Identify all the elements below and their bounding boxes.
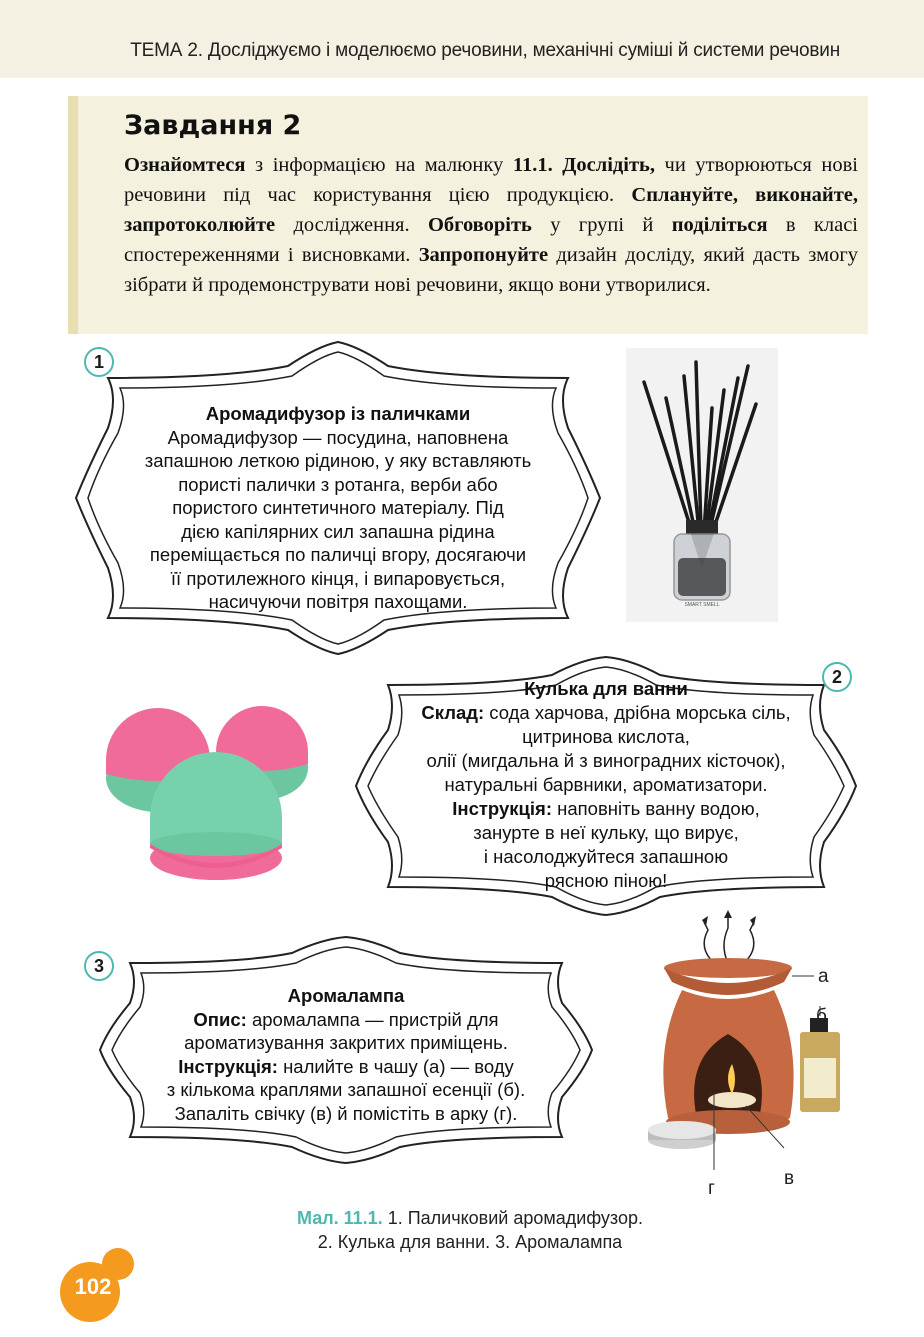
item-1-title: Аромадифузор із паличками	[205, 403, 471, 424]
composition-label: Склад:	[421, 702, 485, 723]
item-1-line: її протилежного кінця, і випаровується,	[170, 567, 506, 589]
caption-line-1: 1. Паличковий аромадифузор.	[382, 1208, 644, 1228]
task-text: дизайн досліду, який дасть змогу зібрати й продемонструвати нові речовини, якщо вони утворилися.	[124, 244, 858, 296]
label-a: а	[818, 966, 829, 987]
aroma-lamp-photo	[624, 908, 844, 1198]
header-title: ТЕМА 2. Досліджуємо і моделюємо речовини, механічні суміші й системи речовин	[130, 40, 840, 61]
task-text: в класі спостереженнями і висновками.	[124, 214, 859, 266]
instruction-line: Запаліть свічку (в) й помістіть в арку (г).	[174, 1102, 518, 1124]
item-2-text	[366, 677, 846, 893]
item-3-number-badge: 3	[84, 951, 114, 981]
task-text: з інформацією на малюнку	[245, 154, 513, 176]
task-title: Завдання 2	[124, 110, 302, 141]
task-text: дослідження.	[275, 214, 428, 236]
item-1-line: переміщається по паличці вгору, досягаючи	[149, 544, 527, 565]
task-text: чи утворюються нові речовини під час користування цією продукцією.	[124, 154, 858, 206]
item-1-number-badge: 1	[84, 347, 114, 377]
item-1-line: запашною леткою рідиною, у яку вставляють	[144, 450, 532, 471]
instruction-label: Інструкція:	[178, 1055, 278, 1077]
instruction-line: з кількома краплями запашної есенції (б).	[166, 1079, 526, 1100]
item-2-title: Кулька для ванни	[524, 678, 688, 699]
item-1-line: насичуючи повітря пахощами.	[208, 591, 468, 612]
composition-line: сода харчова, дрібна морська сіль,	[484, 702, 791, 723]
task-box	[68, 96, 868, 334]
item-1-line: дією капілярних сил запашна рідина	[181, 520, 495, 542]
page-number: 102	[74, 1274, 112, 1299]
task-text: у групі й	[531, 214, 672, 236]
label-v: в	[784, 1168, 795, 1189]
instruction-label: Інструкція:	[452, 798, 553, 819]
task-emphasis: 11.1. Дослідіть,	[512, 154, 655, 176]
bath-bombs-photo	[100, 698, 312, 882]
caption-label: Мал. 11.1.	[296, 1208, 383, 1228]
task-emphasis: Ознайомтеся	[124, 154, 246, 176]
task-emphasis: Обговоріть	[427, 214, 532, 236]
label-g: г	[708, 1178, 715, 1199]
composition-line: натуральні барвники, ароматизатори.	[444, 774, 768, 795]
caption-line-2: 2. Кулька для ванни. 3. Аромалампа	[317, 1232, 623, 1252]
item-3-text	[116, 984, 576, 1125]
reed-diffuser-photo	[626, 348, 778, 622]
instruction-line: налийте в чашу (а) — воду	[277, 1055, 514, 1077]
item-1-text	[108, 402, 568, 614]
item-1-bubble	[68, 338, 608, 658]
instruction-line: і насолоджуйтеся запашною	[483, 846, 729, 867]
task-emphasis: поділіться	[671, 214, 768, 236]
description-line: ароматизування закритих приміщень.	[184, 1032, 508, 1053]
vapor-arrows-icon	[704, 918, 754, 963]
item-2-number-badge: 2	[822, 662, 852, 692]
composition-line: цитринова кислота,	[522, 726, 690, 747]
description-label: Опис:	[193, 1008, 247, 1030]
label-b: б	[816, 1006, 827, 1027]
item-2-bubble	[352, 655, 860, 917]
instruction-line: занурте в неї кульку, що вирує,	[473, 822, 739, 843]
item-1-line: пористі палички з ротанга, верби або	[178, 473, 498, 495]
item-3-title: Аромалампа	[287, 985, 405, 1006]
instruction-line: наповніть ванну водою,	[552, 798, 760, 819]
page-header	[0, 0, 924, 78]
item-3-bubble	[96, 935, 596, 1165]
task-emphasis: Сплануйте, виконайте, запротоколюйте	[124, 184, 858, 236]
composition-line: олії (мигдальна й з виноградних кісточок),	[426, 750, 786, 771]
instruction-line: рясною піною!	[544, 870, 668, 891]
item-1-line: Аромадифузор — посудина, наповнена	[167, 426, 509, 448]
task-emphasis: Запропонуйте	[418, 244, 549, 266]
task-body	[124, 150, 858, 300]
diffuser-brand-text: SMART SMELL	[684, 602, 720, 608]
figure-caption	[180, 1206, 760, 1254]
description-line: аромалампа — пристрій для	[246, 1008, 499, 1030]
item-1-line: пористого синтетичного матеріалу. Під	[172, 497, 504, 518]
